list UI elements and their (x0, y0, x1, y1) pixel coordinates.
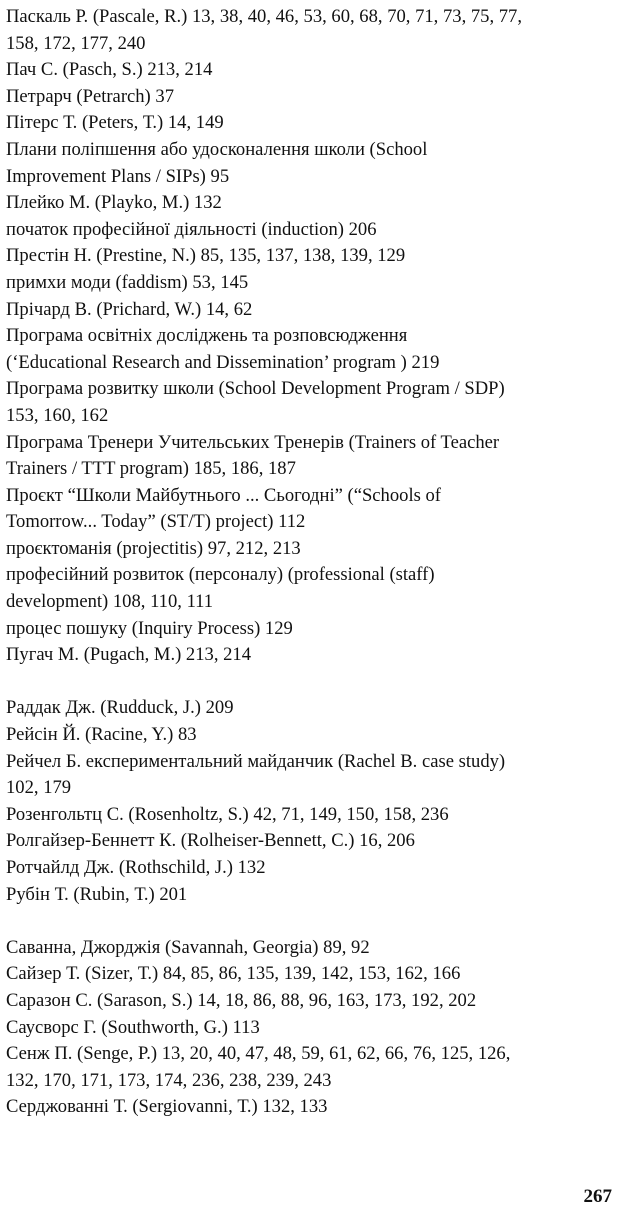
index-entry: примхи моди (faddism) 53, 145 (6, 271, 249, 293)
index-entry: 153, 160, 162 (6, 404, 109, 426)
index-entry: професійний розвиток (персоналу) (professional (staff) (6, 564, 435, 586)
index-entry: Ролгайзер-Беннетт К. (Rolheiser-Bennett, С.) 16, 206 (6, 830, 415, 852)
index-list (6, 4, 614, 1121)
index-entry: початок професійної діяльності (induction) 206 (6, 218, 377, 240)
index-entry: Плани поліпшення або удосконалення школи (School (6, 138, 428, 160)
index-entry: Плейко М. (Playko, М.) 132 (6, 192, 222, 214)
index-entry: Престін Н. (Prestine, N.) 85, 135, 137, 138, 139, 129 (6, 245, 406, 267)
page-number: 267 (583, 1186, 612, 1207)
index-entry: 102, 179 (6, 777, 72, 799)
index-entry: Саусворс Г. (Southworth, G.) 113 (6, 1016, 260, 1038)
section-gap (6, 669, 614, 696)
index-entry: Сайзер Т. (Sizer, Т.) 84, 85, 86, 135, 139, 142, 153, 162, 166 (6, 963, 461, 985)
index-entry: 132, 170, 171, 173, 174, 236, 238, 239, 243 (6, 1069, 332, 1091)
index-entry: Ротчайлд Дж. (Rothschild, J.) 132 (6, 857, 266, 878)
index-entry: Раддак Дж. (Rudduck, J.) 209 (6, 697, 234, 719)
index-entry: Пач С. (Pasch, S.) 213, 214 (6, 59, 213, 81)
section-gap (6, 908, 614, 935)
index-entry: Tomorrow... Today” (ST/T) project) 112 (6, 511, 306, 533)
index-entry: Прічард В. (Prichard, W.) 14, 62 (6, 298, 253, 320)
index-entry: Розенгольтц С. (Rosenholtz, S.) 42, 71, 149, 150, 158, 236 (6, 803, 449, 825)
index-entry: Паскаль Р. (Pascale, R.) 13, 38, 40, 46, 53, 60, 68, 70, 71, 73, 75, 77, (6, 6, 522, 27)
index-entry: Рейсін Й. (Racine, Y.) 83 (6, 724, 197, 746)
index-entry: Рейчел Б. експериментальний майданчик (Rachel B. case study) (6, 750, 506, 772)
index-entry: процес пошуку (Inquiry Process) 129 (6, 617, 293, 639)
index-entry: Пітерс Т. (Peters, Т.) 14, 149 (6, 112, 224, 134)
index-entry: Програма освітніх досліджень та розповсюдження (6, 325, 408, 347)
index-entry: Серджованні Т. (Sergiovanni, Т.) 132, 133 (6, 1096, 328, 1118)
index-entry: development) 108, 110, 111 (6, 591, 214, 613)
index-entry: проєктоманія (projectitis) 97, 212, 213 (6, 537, 301, 559)
index-entry: Програма Тренери Учительських Тренерів (Trainers of Teacher (6, 431, 500, 453)
index-entry: Рубін Т. (Rubin, Т.) 201 (6, 883, 188, 905)
index-entry: Саразон С. (Sarason, S.) 14, 18, 86, 88, 96, 163, 173, 192, 202 (6, 989, 477, 1011)
index-entry: Петрарч (Petrarch) 37 (6, 85, 174, 107)
index-entry: Trainers / TTT program) 185, 186, 187 (6, 458, 296, 480)
index-entry: 158, 172, 177, 240 (6, 32, 146, 54)
index-entry: Саванна, Джорджія (Savannah, Georgia) 89, 92 (6, 936, 370, 958)
index-entry: Програма розвитку школи (School Development Program / SDP) (6, 378, 505, 400)
index-entry: Проєкт “Школи Майбутнього ... Сьогодні” (“Schools of (6, 484, 441, 506)
index-entry: (‘Educational Research and Dissemination’ program ) 219 (6, 351, 440, 373)
index-entry: Пугач М. (Pugach, М.) 213, 214 (6, 644, 252, 666)
index-entry: Сенж П. (Senge, P.) 13, 20, 40, 47, 48, 59, 61, 62, 66, 76, 125, 126, (6, 1043, 511, 1065)
index-entry: Improvement Plans / SIPs) 95 (6, 165, 230, 187)
